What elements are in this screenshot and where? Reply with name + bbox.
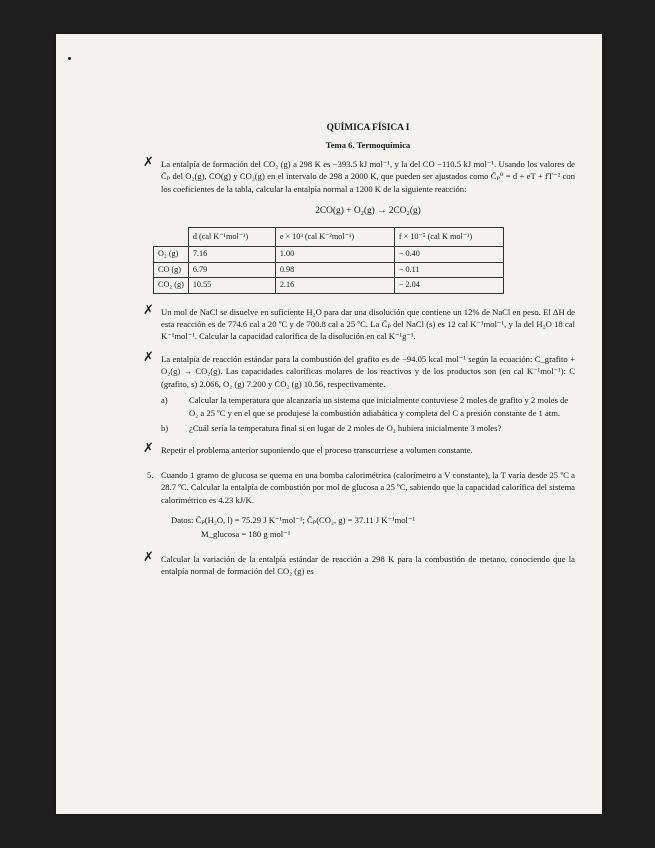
problem-4 (143, 441, 575, 457)
check-mark-icon: ✗ (143, 154, 154, 170)
table-row (154, 262, 504, 277)
subitem-text: Calcular la temperatura que alcanzaría un sistema que inicialmente contuviese 2 moles de grafito y 2 moles de O₂ a 25 ºC y en el que se produjese la combustión adiabática y completa del C a presión constante de 1 atm. (189, 395, 569, 418)
problem-6 (143, 549, 575, 578)
check-mark-icon: ✗ (143, 441, 154, 457)
table-cell: − 0.11 (394, 262, 503, 277)
problem-5 (147, 469, 575, 506)
table-cell: − 0.40 (394, 247, 503, 262)
coefficients-table (153, 227, 504, 293)
speck (68, 57, 71, 60)
table-header-cell: f × 10⁻⁵ (cal K mol⁻¹) (394, 228, 503, 247)
reaction-equation: 2CO(g) + O₂(g) → 2CO₂(g) (315, 206, 421, 217)
table-cell: CO₂ (g) (154, 278, 189, 293)
document-title: QUÍMICA FÍSICA I (326, 123, 410, 133)
problem-2-text: Un mol de NaCl se disuelve en suficiente H₂O para dar una disolución que contiene un 12% de NaCl en peso. El ΔH de esta reacción es de 774.6 cal a 20 ºC y de 700.8 cal a 25 ºC. La C̄ₚ del NaCl (s) es 12 cal K⁻¹mol⁻¹, y la del H₂O 18 cal K⁻¹mol⁻¹. Calcular la capacidad calorífica de la disolución en cal K⁻¹g⁻¹. (161, 306, 575, 342)
check-mark-icon: ✗ (143, 549, 154, 565)
table-header-cell (154, 228, 189, 247)
table-cell: 0.98 (275, 262, 394, 277)
table-cell: 6.79 (188, 262, 275, 277)
problem-4-text: Repetir el problema anterior suponiendo que el proceso transcurriese a volumen constante. (161, 445, 473, 456)
problem-1-text: La entalpía de formación del CO₂ (g) a 298 K es −393.5 kJ mol⁻¹, y la del CO −110.5 kJ mol⁻¹. Usando los valores de C̄ₚ del O₂(g), CO(g) y CO₂(g) en el intervalo de 298 a 2000 K, que pueden ser ajustados como C̄ₚ⁰ = d + eT + fT⁻² con los coeficientes de la tabla, calcular la entalpía normal a 1200 K de la siguiente reacción: (161, 158, 575, 194)
table-row (154, 278, 504, 293)
table-cell: 2.16 (275, 278, 394, 293)
problem-1 (143, 154, 575, 195)
subitem-label: a) (161, 395, 168, 406)
table-cell: CO (g) (154, 262, 189, 277)
document-subtitle: Tema 6. Termoquímica (325, 140, 411, 151)
table-cell: O₂ (g) (154, 247, 189, 262)
problem-5-data: Datos: C̄ₚ(H₂O, l) = 75.29 J K⁻¹mol⁻¹; C̄ₚ(CO₂, g) = 37.11 J K⁻¹mol⁻¹ (171, 514, 416, 525)
document-content (143, 122, 575, 588)
table-cell: − 2.04 (394, 278, 503, 293)
problem-5-molar-mass: M_glucosa = 180 g mol⁻¹ (201, 529, 291, 540)
problem-3 (143, 349, 575, 390)
problem-3-part-b (161, 422, 575, 434)
problem-5-text: Cuando 1 gramo de glucosa se quema en una bomba calorimétrica (calorímetro a V constante), la T varía desde 25 ºC a 28.7 ºC. Calcular la entalpía de combustión por mol de glucosa a 25 ºC, sabiendo que la capacidad calorífica del sistema calorimétrico es 4.23 kJ/K. (161, 469, 575, 505)
table-header-row (154, 228, 504, 247)
problem-number: 5. (147, 469, 154, 480)
table-row (154, 247, 504, 262)
table-cell: 7.16 (188, 247, 275, 262)
problem-3-text: La entalpía de reacción estándar para la combustión del grafito es de −94.05 kcal mol⁻¹ según la ecuación: C_grafito + O₂(g) → CO₂(g). Las capacidades caloríficas molares de los reactivos y de los productos son (en cal K⁻¹mol⁻¹): C (grafito, s) 2.066, O₂ (g) 7.200 y CO₂ (g) 10.56, respectivamente. (161, 353, 575, 389)
document-page (56, 34, 602, 814)
problem-2 (143, 302, 575, 343)
table-cell: 1.00 (275, 247, 394, 262)
subitem-text: ¿Cuál sería la temperatura final si en lugar de 2 moles de O₂ hubiera inicialmente 3 moles? (189, 422, 502, 433)
check-mark-icon: ✗ (143, 349, 154, 365)
subitem-label: b) (161, 422, 169, 433)
problem-3-part-a (161, 394, 575, 419)
table-header-cell: d (cal K⁻¹mol⁻¹) (188, 228, 275, 247)
check-mark-icon: ✗ (143, 302, 154, 318)
problem-6-text: Calcular la variación de la entalpía estándar de reacción a 298 K para la combustión de metano, conociendo que la entalpía normal de formación del CO₂ (g) es (161, 553, 575, 577)
table-cell: 10.55 (188, 278, 275, 293)
table-header-cell: e × 10³ (cal K⁻²mol⁻¹) (275, 228, 394, 247)
